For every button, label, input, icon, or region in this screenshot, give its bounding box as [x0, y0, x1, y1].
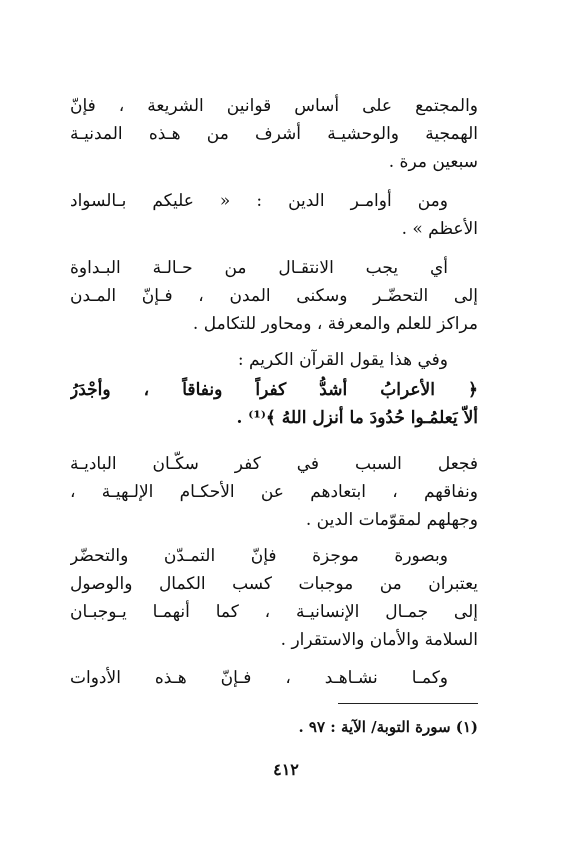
- body-line: وبصورة موجزة فإنّ التمـدّن والتحضّر: [70, 546, 448, 566]
- footnote: (١) سورة التوبة/ الآية : ٩٧ .: [298, 718, 478, 736]
- body-line: يعتبران من موجبات كسب الكمال والوصول: [70, 574, 478, 594]
- body-line: الأعظم » .: [401, 219, 478, 239]
- quran-verse-line: ﴿ الأعرابُ أشدُّ كفراً ونفاقاً ، وأجْدَرُ: [70, 380, 478, 400]
- body-line: إلى جمـال الإنسانيـة ، كما أنهمـا يـوجبـان: [70, 602, 478, 622]
- body-line: إلى التحضّـر وسكنى المدن ، فـإنّ المـدن: [70, 286, 478, 306]
- footnote-divider: [338, 703, 478, 704]
- body-line: الهمجية والوحشيـة أشرف من هـذه المدنيـة: [70, 124, 478, 144]
- body-line: ونفاقهم ، ابتعادهم عن الأحكـام الإلـهيـة ،: [70, 482, 478, 502]
- body-line: والمجتمع على أساس قوانين الشريعة ، فإنّ: [70, 96, 478, 116]
- body-line: وكمـا نشـاهـد ، فـإنّ هـذه الأدوات: [70, 668, 448, 688]
- page-number: ٤١٢: [273, 760, 299, 779]
- body-line: السلامة والأمان والاستقرار .: [280, 630, 478, 650]
- body-line: سبعين مرة .: [388, 152, 478, 172]
- body-line: فجعل السبب في كفر سكّـان الباديـة: [70, 454, 478, 474]
- body-line: ومن أوامـر الدين : « عليكم بـالسواد: [70, 191, 448, 211]
- body-line: وجهلهم لمقوّمات الدين .: [305, 510, 478, 530]
- body-line: وفي هذا يقول القرآن الكريم :: [237, 350, 448, 370]
- body-line: أي يجب الانتقـال من حـالـة البـداوة: [70, 258, 448, 278]
- quran-verse-line: ألاّ يَعلمُـوا حُدُودَ ما أنزل اللهُ ﴾⁽¹⁾ .: [236, 408, 478, 428]
- body-line: مراكز للعلم والمعرفة ، ومحاور للتكامل .: [192, 314, 478, 334]
